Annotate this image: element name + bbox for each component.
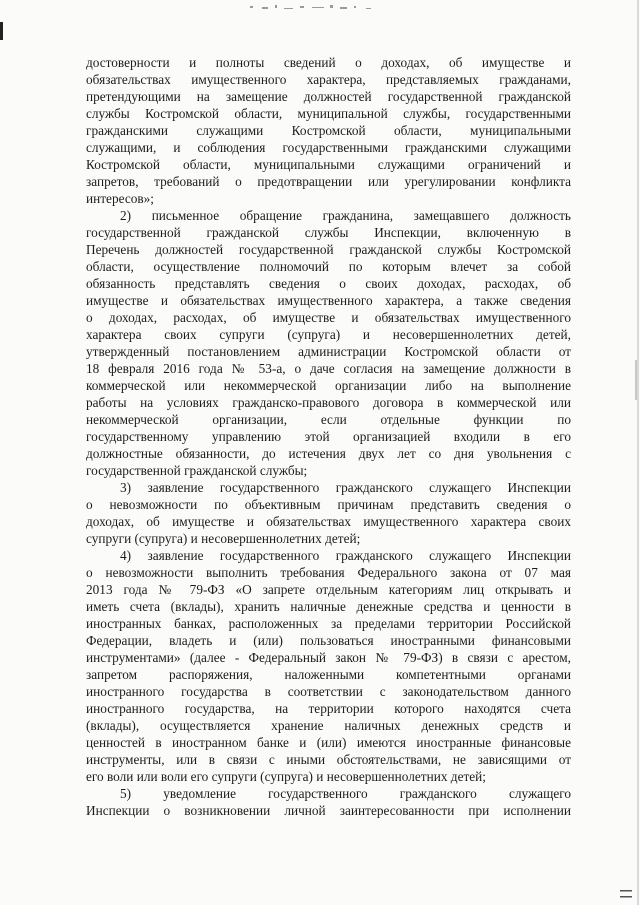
- text-line: имуществе и обязательствах имущественного характера, а также сведения: [86, 293, 571, 308]
- text-line: ценностей в иностранном банке и (или) имеются иностранные финансовые: [86, 735, 571, 750]
- text-line: интересов»;: [86, 191, 154, 206]
- text-line: коммерческой или некоммерческой организации либо на выполнение: [86, 378, 571, 393]
- text-line: инструменты, или в связи с иными обстоятельствами, не зависящими от: [86, 752, 571, 767]
- text-line: о невозможности выполнить требования Федерального закона от 07 мая: [86, 565, 571, 580]
- text-line: иностранных банках, расположенных за пределами территории Российской: [86, 616, 571, 631]
- text-line: его воли или воли его супруги (супруга) и несовершеннолетних детей;: [86, 769, 486, 784]
- text-line: Федерации, владеть и (или) пользоваться иностранными финансовыми: [86, 633, 571, 648]
- text-line: обязательствах имущественного характера, представляемых гражданами,: [86, 72, 571, 87]
- text-line: утвержденный постановлением администрации Костромской области от: [86, 344, 571, 359]
- text-line: претендующими на замещение должностей государственной гражданской: [86, 89, 571, 104]
- text-line: о невозможности по объективным причинам представить сведения о: [86, 497, 571, 512]
- scan-edge-shadow: [632, 0, 640, 905]
- text-line: некоммерческой организации, если отдельные функции по: [86, 412, 571, 427]
- text-line: государственной гражданской службы;: [86, 463, 308, 478]
- text-line: области, осуществление полномочий по которым влечет за собой: [86, 259, 571, 274]
- scan-edge-mark: [0, 22, 3, 40]
- text-line: доходах, об имуществе и обязательствах имущественного характера своих: [86, 514, 571, 529]
- text-line: обязанность представлять сведения о своих доходах, расходах, об: [86, 276, 571, 291]
- text-line: работы на условиях гражданско-правового договора в коммерческой или: [86, 395, 571, 410]
- text-line: государственной гражданской службы Инспекции, включенную в: [86, 225, 571, 240]
- text-line: запретом распоряжения, наложенными компетентными органами: [86, 667, 571, 682]
- text-line: гражданскими служащими Костромской области, муниципальными: [86, 123, 571, 138]
- text-line: инструментами» (далее - Федеральный закон № 79-ФЗ) в связи с арестом,: [86, 650, 571, 665]
- text-line: службы Костромской области, муниципальной службы, государственными: [86, 106, 571, 121]
- scan-artifact: [220, 2, 420, 14]
- text-line: 18 февраля 2016 года № 53-а, о даче согласия на замещение должности в: [86, 361, 571, 376]
- text-line: 2013 года № 79-ФЗ «О запрете отдельным категориям лиц открывать и: [86, 582, 571, 597]
- document-body: [86, 54, 571, 819]
- text-line: иметь счета (вклады), хранить наличные денежные средства и ценности в: [86, 599, 571, 614]
- text-line: Инспекции о возникновении личной заинтересованности при исполнении: [86, 803, 571, 818]
- text-line: супруги (супруга) и несовершеннолетних детей;: [86, 531, 361, 546]
- text-line: Перечень должностей государственной гражданской службы Костромской: [86, 242, 571, 257]
- text-line: 3) заявление государственного гражданского служащего Инспекции: [120, 480, 571, 495]
- scan-corner-mark: [618, 887, 636, 901]
- text-line: должностные обязанности, до истечения двух лет со дня увольнения с: [86, 446, 571, 461]
- text-line: Костромской области, муниципальными служащими ограничений и: [86, 157, 571, 172]
- text-line: иностранного государства в соответствии с законодательством данного: [86, 684, 571, 699]
- text-line: характера своих супруги (супруга) и несовершеннолетних детей,: [86, 327, 571, 342]
- text-line: запретов, требований о предотвращении или урегулировании конфликта: [86, 174, 571, 189]
- text-line: достоверности и полноты сведений о доходах, об имуществе и: [86, 55, 571, 70]
- text-line: служащими, и соблюдения государственными гражданскими служащими: [86, 140, 571, 155]
- text-line: иностранного государства, на территории которого находятся счета: [86, 701, 571, 716]
- text-line: (вклады), осуществляется хранение наличных денежных средств и: [86, 718, 571, 733]
- text-line: о доходах, расходах, об имуществе и обязательствах имущественного: [86, 310, 571, 325]
- text-line: 4) заявление государственного гражданского служащего Инспекции: [120, 548, 571, 563]
- text-line: 5) уведомление государственного гражданского служащего: [120, 786, 571, 801]
- text-line: 2) письменное обращение гражданина, замещавшего должность: [120, 208, 571, 223]
- text-line: государственному управлению этой организацией входили в его: [86, 429, 571, 444]
